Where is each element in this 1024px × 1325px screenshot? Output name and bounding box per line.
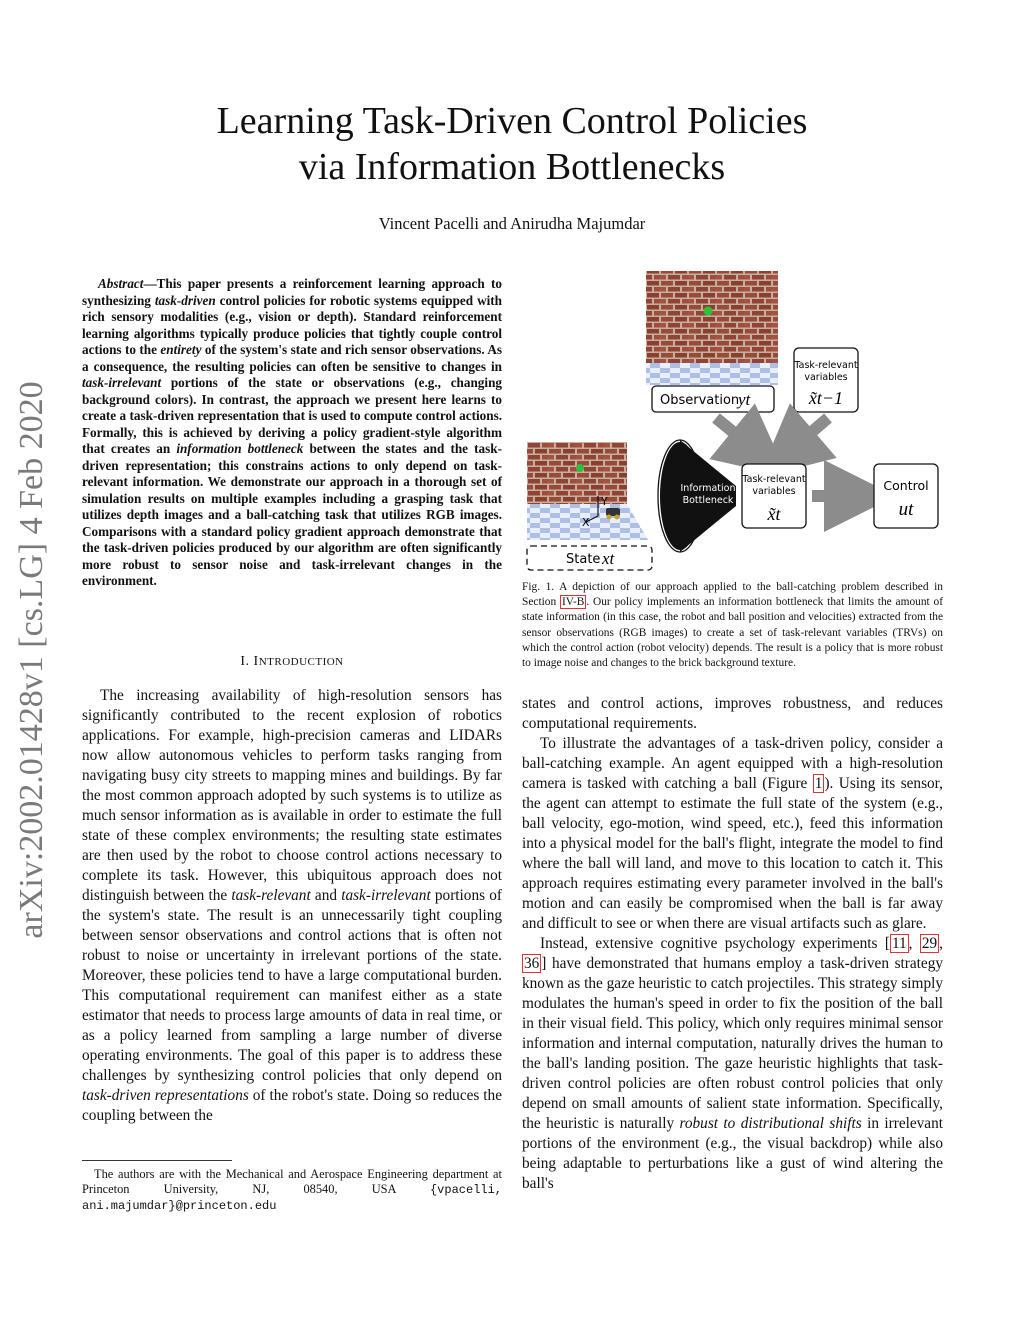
author-list: Vincent Pacelli and Anirudha Majumdar <box>378 214 646 233</box>
control-label: Control <box>883 478 929 493</box>
paragraph: To illustrate the advantages of a task-driven policy, consider a ball-catching example. An agent equipped with a high-resolution camera is tasked with catching a ball (Figure 1 ). Using its sensor, the agent can attempt to estimate the full state of the system (e.g., ball velocity, ego-motion, wind speed, etc.), feed this information into a physical model for the ball's flight, integrate the model to find where the ball will land, and move to this location to catch it. This approach requires estimating every parameter involved in the ball's motion and can easily be compromised when the ball is far away and difficult to see or when there are visual artifacts such as glare. <box>522 735 943 932</box>
intro-paragraph: The increasing availability of high-resolution sensors has significantly contributed to the recent explosion of robotics applications. For example, high-precision cameras and LIDARs now allow autonomous vehicles to perform tasks ranging from navigating busy city streets to mapping mines and buildings. By far the most common approach adopted by such systems is to utilize as much sensor information as is available in order to estimate the full state of these complex environments; the resulting state estimates are then used by the robot to choose control actions necessary to complete its task. However, this ubiquitous approach does not distinguish between the task-relevant and task-irrelevant portions of the system's state. The result is an unnecessarily tight coupling between sensor observations and control actions that is often not robust to noise or uncertainty in irrelevant portions of the state. Moreover, these policies tend to have a large computational burden. This computational requirement can manifest either as a state estimator that needs to process large amounts of data in real time, or as a policy learned from sampling a large number of diverse operating environments. The goal of this paper is to address these challenges by synthesizing control policies that only depend on task-driven representations of the robot's state. Doing so reduces the coupling between the <box>82 687 502 1124</box>
arrow-trv-previous-to-trv <box>786 418 828 454</box>
arrow-observation-to-trv <box>716 418 760 454</box>
paper-title <box>80 98 944 190</box>
trv-current-symbol: x̃t <box>767 504 781 524</box>
trv-previous-box <box>793 348 858 412</box>
footnote: The authors are with the Mechanical and Aerospace Engineering department at Princeton University, NJ, 08540, USA {vpacelli, ani.majumdar}@princeton.edu <box>82 1167 502 1213</box>
trv-current-label: Task-relevant variables <box>742 474 806 497</box>
figure-1 <box>520 268 944 578</box>
right-column-text <box>522 694 943 1194</box>
section-ref-link[interactable]: IV-B <box>561 596 585 609</box>
control-box <box>874 464 938 528</box>
figure-1-caption: Fig. 1. A depiction of our approach applied to the ball-catching problem described in Section IV-B . Our policy implements an information bottleneck that limits the amount of state information (in this case, the robot and ball position and velocities) extracted from the sensor observations (RGB images) to create a set of task-relevant variables (TRVs) on which the control action (robot velocity) depends. The result is a policy that is more robust to image noise and changes to the brick background texture. <box>522 581 943 670</box>
abstract: Abstract—This paper presents a reinforcement learning approach to synthesizing task-driven control policies for robotic systems equipped with rich sensory modalities (e.g., vision or depth). Standard reinforcement learning algorithms typically produce policies that tightly couple control actions to the entirety of the system's state and rich sensor observations. As a consequence, the resulting policies can often be sensitive to changes in task-irrelevant portions of the state or observations (e.g., changing background colors). In contrast, the approach we present here learns to create a task-driven representation that is used to compute control actions. Formally, this is achieved by deriving a policy gradient-style algorithm that creates an information bottleneck between the states and the task-driven representation; this constrains actions to only depend on task-relevant information. We demonstrate our approach in a thorough set of simulation results on multiple examples including a grasping task that utilizes depth images and a ball-catching task that utilizes RGB images. Comparisons with a standard policy gradient approach demonstrate that the task-driven policies produced by our algorithm are often significantly more robust to sensor noise and task-irrelevant changes in the environment. <box>82 276 503 588</box>
observation-label: Observation <box>660 393 740 408</box>
footnote-divider <box>82 1160 232 1161</box>
state-symbol: xt <box>602 549 615 568</box>
arxiv-stamp-text: arXiv:2002.01428v1 [cs.LG] 4 Feb 2020 <box>13 381 50 939</box>
observation-image <box>646 271 778 385</box>
state-box <box>527 546 652 570</box>
trv-previous-symbol: x̃t−1 <box>808 388 844 408</box>
figure-1-diagram <box>520 268 944 578</box>
figure-ref-link[interactable]: 1 <box>814 775 823 792</box>
author-emails: {vpacelli, ani.majumdar}@princeton.edu <box>82 1183 502 1213</box>
axis-y-label: Y <box>601 495 608 508</box>
title-line-1: Learning Task-Driven Control Policies <box>216 100 808 142</box>
abstract-label: Abstract <box>98 276 144 291</box>
arxiv-stamp <box>12 360 52 960</box>
bottleneck-label: Information Bottleneck <box>680 483 736 506</box>
paragraph: Instead, extensive cognitive psychology experiments [ 11 , 29 , 36 ] have demonstrated that humans employ a task-driven strategy known as the gaze heuristic to catch projectiles. This strategy simply modulates the human's speed in order to fix the position of the ball in their visual field. This policy, which only requires minimal sensor information and internal computation, naturally drives the human to the ball's landing position. The gaze heuristic highlights that task-driven control policies are often robust control policies that only depend on small amounts of salient state information. Specifically, the heuristic is naturally robust to distributional shifts in irrelevant portions of the environment (e.g., the visual backdrop) while also being adaptable to perturbations like a gust of wind altering the ball's <box>522 935 943 1192</box>
citation-link[interactable]: 11 <box>891 935 907 952</box>
trv-current-box <box>741 464 806 528</box>
title-line-2: via Information Bottlenecks <box>298 146 726 188</box>
observation-box <box>652 386 774 412</box>
citation-link[interactable]: 36 <box>524 955 540 972</box>
ball-icon <box>704 307 713 316</box>
observation-symbol: yt <box>738 390 751 409</box>
introduction-text <box>82 686 502 1126</box>
axis-x-label: X <box>582 516 590 529</box>
state-label: State <box>566 552 601 567</box>
paragraph: states and control actions, improves robustness, and reduces computational requirements. <box>522 695 943 732</box>
citation-link[interactable]: 29 <box>921 935 938 952</box>
trv-previous-label: Task-relevant variables <box>794 360 858 383</box>
state-image <box>527 442 648 540</box>
section-heading-introduction: I. INTRODUCTION <box>240 654 344 669</box>
information-bottleneck <box>658 440 736 552</box>
state-ball-icon <box>576 464 584 472</box>
control-symbol: ut <box>898 499 914 520</box>
